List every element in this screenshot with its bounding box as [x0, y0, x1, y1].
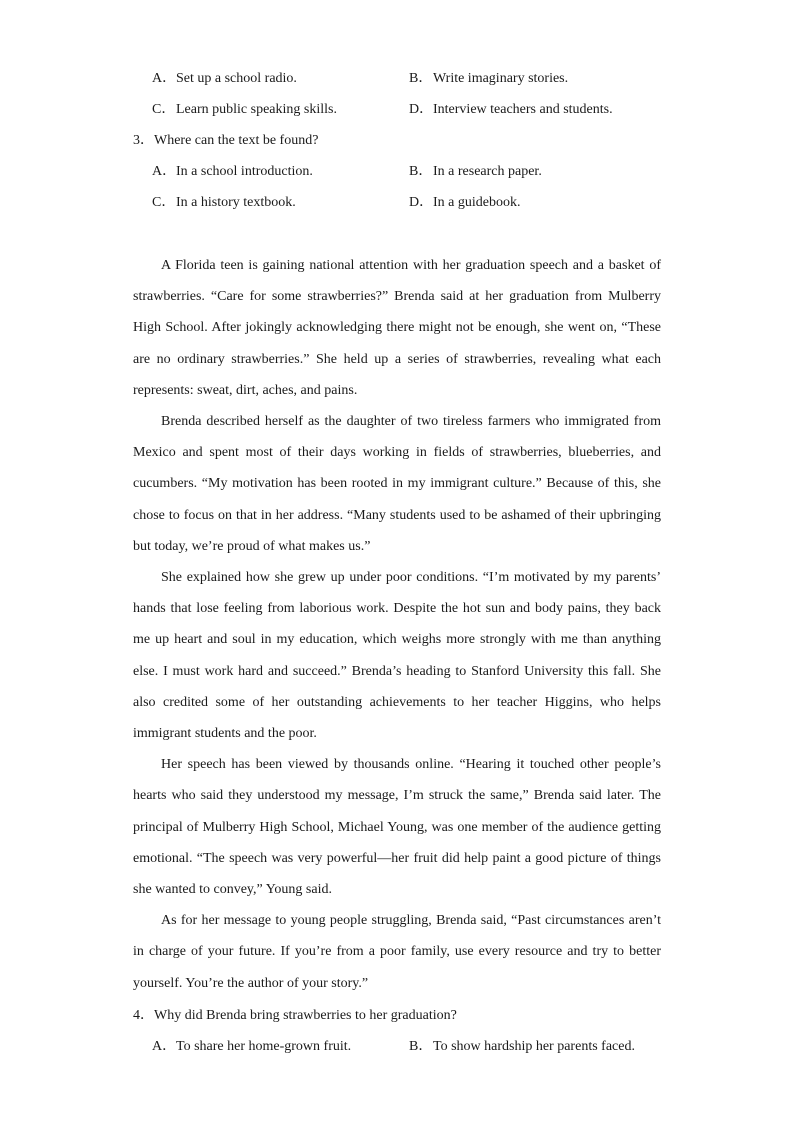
- passage-paragraph: A Florida teen is gaining national attention with her graduation speech and a basket of strawberries. “Care for some strawberries?” Brenda said at her graduation from Mulberry High School. After jokingly acknowledging there might not be enough, she went on, “These are no ordinary strawberries.” She held up a series of strawberries, revealing what each represents: sweat, dirt, aches, and pains.: [133, 258, 661, 398]
- question-number: 3．: [133, 133, 154, 148]
- option-text: In a guidebook.: [433, 195, 521, 210]
- option-letter: C．: [152, 102, 176, 117]
- q2-option-d[interactable]: [409, 98, 613, 118]
- q3-option-b[interactable]: [409, 160, 542, 180]
- option-text: Write imaginary stories.: [433, 71, 569, 86]
- q3-options-row-1: [152, 160, 672, 182]
- q4-option-b[interactable]: [409, 1035, 635, 1055]
- question-number: 4．: [133, 1008, 154, 1023]
- option-letter: B．: [409, 1039, 433, 1054]
- passage-paragraph: As for her message to young people struggling, Brenda said, “Past circumstances aren’t in charge of your future. If you’re from a poor family, use every resource and try to better yourself. You’re the author of your story.”: [133, 913, 661, 991]
- option-letter: C．: [152, 195, 176, 210]
- question-text: Why did Brenda bring strawberries to her graduation?: [154, 1008, 457, 1023]
- q3-stem: [133, 129, 318, 149]
- q3-option-d[interactable]: [409, 191, 520, 211]
- q3-option-c[interactable]: [152, 191, 296, 211]
- option-text: In a history textbook.: [176, 195, 296, 210]
- option-letter: B．: [409, 164, 433, 179]
- question-text: Where can the text be found?: [154, 133, 319, 148]
- option-text: To show hardship her parents faced.: [433, 1039, 635, 1054]
- passage-paragraph: She explained how she grew up under poor conditions. “I’m motivated by my parents’ hands that lose feeling from laborious work. Despite the hot sun and body pains, they back me up heart and soul in my education, which weighs more strongly with me than anything else. I must work hard and succeed.” Brenda’s heading to Stanford University this fall. She also credited some of her outstanding achievements to her teacher Higgins, who helps immigrant students and the poor.: [133, 570, 661, 742]
- option-text: Interview teachers and students.: [433, 102, 613, 117]
- q3-option-a[interactable]: [152, 160, 313, 180]
- q3-options-row-2: [152, 191, 672, 213]
- option-text: In a research paper.: [433, 164, 542, 179]
- q2-options-row-2: [152, 98, 672, 120]
- option-letter: A．: [152, 164, 177, 179]
- q2-option-b[interactable]: [409, 67, 568, 87]
- q4-option-a[interactable]: [152, 1035, 351, 1055]
- passage-paragraph: Her speech has been viewed by thousands online. “Hearing it touched other people’s hearts who said they understood my message, I’m struck the same,” Brenda said later. The principal of Mulberry High School, Michael Young, was one member of the audience getting emotional. “The speech was very powerful—her fruit did help paint a good picture of things she wanted to convey,” Young said.: [133, 757, 661, 898]
- option-letter: A．: [152, 1039, 177, 1054]
- option-letter: A．: [152, 71, 177, 86]
- passage-paragraph: Brenda described herself as the daughter of two tireless farmers who immigrated from Mexico and spent most of their days working in fields of strawberries, blueberries, and cucumbers. “My motivation has been rooted in my immigrant culture.” Because of this, she chose to focus on that in her address. “Many students used to be ashamed of their upbringing but today, we’re proud of what makes us.”: [133, 414, 661, 554]
- reading-passage: [133, 250, 661, 999]
- q4-stem: [133, 1004, 457, 1024]
- option-letter: D．: [409, 102, 434, 117]
- option-letter: B．: [409, 71, 433, 86]
- q2-options-row-1: [152, 67, 672, 89]
- q4-options-row-1: [152, 1035, 672, 1057]
- option-letter: D．: [409, 195, 434, 210]
- option-text: Set up a school radio.: [176, 71, 297, 86]
- option-text: In a school introduction.: [176, 164, 313, 179]
- option-text: Learn public speaking skills.: [176, 102, 337, 117]
- option-text: To share her home-grown fruit.: [176, 1039, 352, 1054]
- q2-option-a[interactable]: [152, 67, 297, 87]
- q2-option-c[interactable]: [152, 98, 337, 118]
